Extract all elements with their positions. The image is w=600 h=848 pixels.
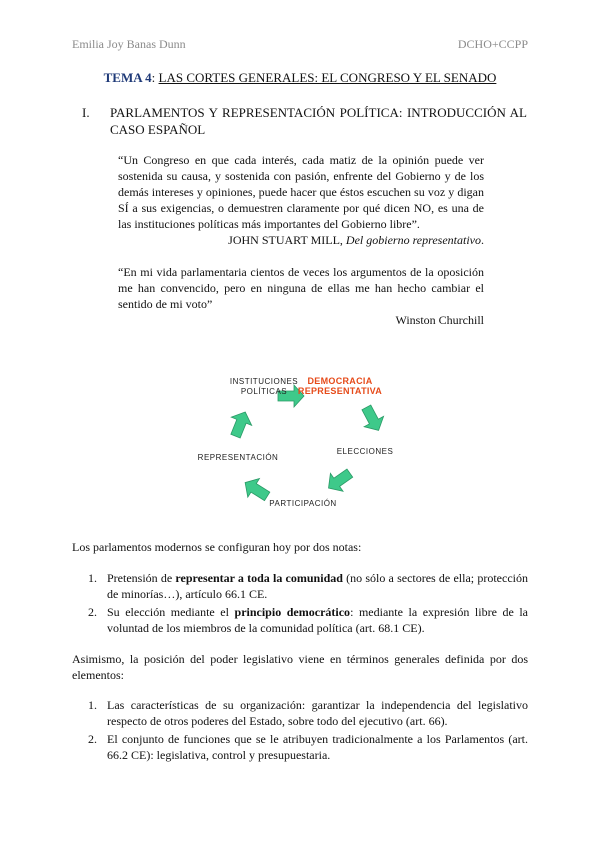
list-number: 1.: [88, 571, 97, 585]
list-item: [88, 604, 528, 636]
list-text: Las características de su organización: garantizar la independencia del legislativo respecto de otros poderes del Estado, sobre todo del ejecutivo (art. 66).: [107, 698, 528, 728]
node-democracia-line2: REPRESENTATIVA: [297, 386, 383, 396]
cycle-arrow-left: [225, 408, 255, 440]
node-participacion: PARTICIPACIÓN: [269, 499, 337, 508]
list-item: [88, 731, 528, 763]
header-course: DCHO+CCPP: [457, 37, 528, 51]
section-number: I.: [82, 105, 90, 120]
title-separator: :: [151, 70, 159, 85]
title-label: TEMA 4: [103, 70, 152, 85]
quote-churchill-author: Winston Churchill: [395, 313, 484, 327]
quote-mill-end: .: [481, 233, 484, 247]
elements-list: [88, 697, 528, 765]
cycle-arrow-right: [357, 402, 389, 435]
node-instituciones-line1: INSTITUCIONES: [229, 377, 299, 386]
quote-mill-work: Del gobierno representativo: [345, 233, 481, 247]
list-number: 2.: [88, 732, 97, 746]
node-democracia-representativa: [294, 376, 386, 396]
node-instituciones-politicas: [228, 377, 300, 397]
list-bold: representar a toda la comunidad: [175, 571, 343, 585]
second-paragraph: Asimismo, la posición del poder legislativo viene en términos generales definida por dos elementos:: [72, 652, 528, 682]
quote-mill-author: JOHN STUART MILL,: [228, 233, 346, 247]
list-text: Pretensión de: [107, 571, 176, 585]
quote-churchill-text: “En mi vida parlamentaria cientos de veces los argumentos de la oposición me han convencido, pero en ninguna de ellas me han hecho cambiar el sentido de mi voto”: [118, 265, 484, 311]
notes-list: [88, 570, 528, 638]
list-text: (no sólo a sectores de ella; protección de minorías…), artículo 66.1 CE.: [107, 571, 528, 601]
section-heading: [82, 104, 527, 138]
quote-mill-text: “Un Congreso en que cada interés, cada matiz de la opinión puede ver sostenida su causa, y sostenida con pasión, enfrente del Gobierno y de los demás intereses y opiniones, puede hacer que éstos escuchen su voz y digan SÍ a sus exigencias, o demuestren claramente por qué dicen NO, es una de las instituciones políticas más importantes del Gobierno libre”.: [118, 153, 484, 231]
cycle-diagram: [190, 352, 430, 522]
node-instituciones-line2: POLÍTICAS: [240, 387, 288, 396]
list-item: [88, 570, 528, 602]
quote-mill-attribution: [118, 232, 484, 248]
node-democracia-line1: DEMOCRACIA: [307, 376, 373, 386]
page-title: [0, 70, 600, 86]
list-text: El conjunto de funciones que se le atribuyen tradicionalmente a los Parlamentos (art. 66.2 CE): legislativa, control y presupuestaria.: [107, 732, 528, 762]
quote-mill: [118, 152, 484, 248]
list-number: 1.: [88, 698, 97, 712]
list-number: 2.: [88, 605, 97, 619]
list-item: [88, 697, 528, 729]
list-text: : mediante la expresión libre de la voluntad de los miembros de la comunidad política (art. 68.1 CE).: [107, 605, 528, 635]
list-text: Su elección mediante el: [107, 605, 235, 619]
list-bold: principio democrático: [234, 605, 351, 619]
title-text: LAS CORTES GENERALES: EL CONGRESO Y EL SENADO: [158, 70, 497, 85]
section-title: PARLAMENTOS Y REPRESENTACIÓN POLÍTICA: INTRODUCCIÓN AL CASO ESPAÑOL: [110, 105, 527, 137]
node-representacion: REPRESENTACIÓN: [197, 453, 279, 462]
quote-churchill: [118, 264, 484, 328]
node-elecciones: ELECCIONES: [336, 447, 394, 456]
intro-paragraph: Los parlamentos modernos se configuran hoy por dos notas:: [72, 540, 362, 554]
cycle-arrow-bottom-right: [322, 464, 356, 497]
header-author: Emilia Joy Banas Dunn: [72, 37, 186, 51]
